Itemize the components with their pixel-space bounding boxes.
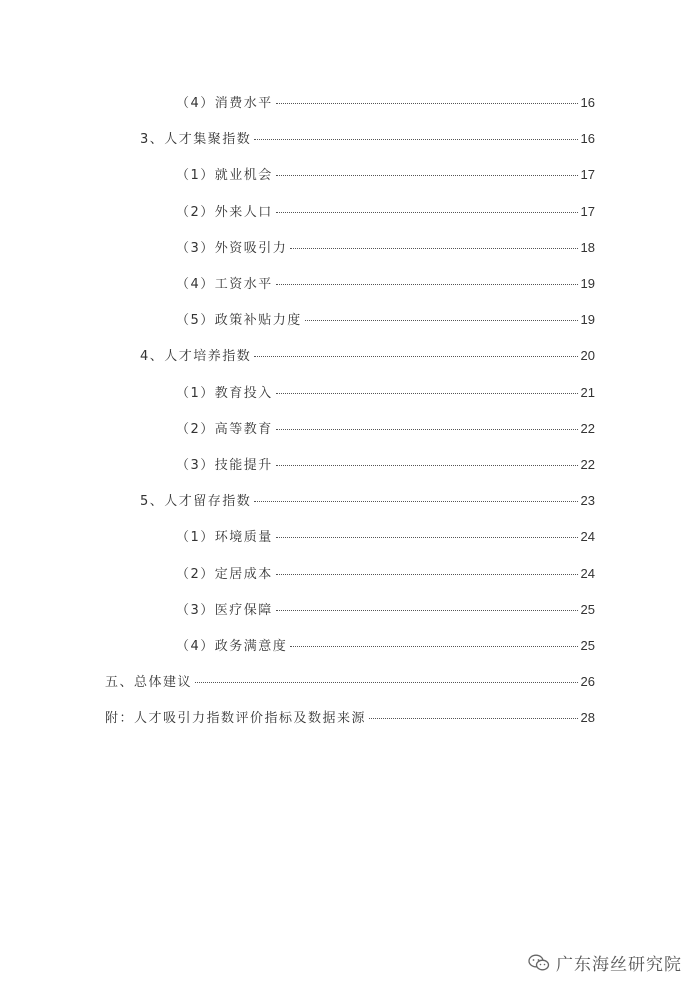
toc-entry-label: （1）环境质量 bbox=[176, 530, 273, 546]
toc-entry-label: （5）政策补贴力度 bbox=[176, 313, 302, 329]
toc-entry[interactable] bbox=[105, 673, 595, 692]
toc-entry-label: （3）外资吸引力 bbox=[176, 240, 288, 256]
toc-page-number: 17 bbox=[580, 203, 595, 219]
toc-leader-dots bbox=[276, 393, 578, 394]
toc-entry[interactable] bbox=[176, 311, 595, 330]
toc-entry-label: 3、人才集聚指数 bbox=[140, 132, 252, 148]
toc-page-number: 16 bbox=[580, 95, 595, 110]
toc-entry[interactable] bbox=[176, 420, 595, 439]
watermark-text: 广东海丝研究院 bbox=[556, 955, 682, 975]
toc-page-number: 19 bbox=[580, 276, 595, 291]
toc-entry[interactable] bbox=[176, 384, 595, 403]
toc-entry-label: 4、人才培养指数 bbox=[140, 349, 252, 365]
toc-leader-dots bbox=[369, 718, 578, 719]
toc-entry[interactable] bbox=[176, 203, 595, 222]
toc-leader-dots bbox=[195, 682, 578, 683]
toc-entry-label: （3）技能提升 bbox=[176, 458, 273, 473]
toc-leader-dots bbox=[276, 284, 578, 285]
toc-entry[interactable] bbox=[176, 528, 595, 547]
toc-leader-dots bbox=[276, 175, 578, 176]
toc-page-number: 21 bbox=[580, 384, 595, 400]
toc-page-number: 20 bbox=[580, 348, 595, 364]
toc-entry-label: （2）高等教育 bbox=[176, 421, 273, 437]
toc-entry[interactable] bbox=[176, 275, 595, 294]
toc-entry-label: （1）就业机会 bbox=[176, 168, 273, 184]
wechat-icon bbox=[528, 954, 550, 972]
toc-page-number: 22 bbox=[580, 457, 595, 472]
toc-leader-dots bbox=[254, 356, 577, 357]
toc-entry[interactable] bbox=[176, 637, 595, 656]
toc-page-number: 24 bbox=[580, 529, 595, 545]
toc-entry-label: （1）教育投入 bbox=[176, 385, 273, 401]
toc-entry[interactable] bbox=[105, 709, 595, 728]
toc-leader-dots bbox=[276, 574, 578, 575]
toc-page-number: 22 bbox=[580, 420, 595, 436]
toc-leader-dots bbox=[254, 501, 577, 502]
toc-entry-label: （2）定居成本 bbox=[176, 566, 273, 582]
toc-page-number: 26 bbox=[580, 674, 595, 690]
toc-entry[interactable] bbox=[140, 492, 595, 511]
toc-entry-label: 附：人才吸引力指数评价指标及数据来源 bbox=[105, 711, 367, 727]
toc-page-number: 28 bbox=[580, 710, 595, 726]
toc-page-number: 17 bbox=[580, 167, 595, 183]
toc-entry-label: （4）工资水平 bbox=[176, 277, 273, 292]
toc-page-number: 18 bbox=[580, 239, 595, 255]
toc-leader-dots bbox=[276, 537, 578, 538]
toc-page-number: 16 bbox=[580, 131, 595, 147]
toc-entry-label: （4）消费水平 bbox=[176, 96, 273, 111]
toc-entry-label: （2）外来人口 bbox=[176, 204, 273, 220]
toc-entry[interactable] bbox=[176, 239, 595, 258]
toc-page-number: 24 bbox=[580, 565, 595, 581]
toc-entry[interactable] bbox=[140, 347, 595, 366]
toc-entry[interactable] bbox=[176, 166, 595, 185]
toc-leader-dots bbox=[276, 465, 578, 466]
toc-page-number: 25 bbox=[580, 638, 595, 653]
toc-entry[interactable] bbox=[140, 130, 595, 149]
toc-entry[interactable] bbox=[176, 565, 595, 584]
toc-entry-label: 5、人才留存指数 bbox=[140, 494, 252, 510]
toc-entry-label: 五、总体建议 bbox=[105, 675, 193, 691]
toc-leader-dots bbox=[290, 248, 577, 249]
toc-page-number: 23 bbox=[580, 493, 595, 509]
toc-entry-label: （4）政务满意度 bbox=[176, 639, 288, 654]
toc-entry[interactable] bbox=[176, 456, 595, 475]
toc-leader-dots bbox=[276, 429, 578, 430]
toc-leader-dots bbox=[276, 212, 578, 213]
toc-leader-dots bbox=[254, 139, 577, 140]
toc-entry[interactable] bbox=[176, 94, 595, 113]
toc-leader-dots bbox=[305, 320, 578, 321]
toc-entry[interactable] bbox=[176, 601, 595, 620]
watermark bbox=[528, 950, 682, 975]
toc-leader-dots bbox=[276, 103, 578, 104]
toc-entry-label: （3）医疗保障 bbox=[176, 602, 273, 618]
toc-leader-dots bbox=[276, 610, 578, 611]
toc-page-number: 25 bbox=[580, 601, 595, 617]
toc-leader-dots bbox=[290, 646, 577, 647]
toc-page-number: 19 bbox=[580, 312, 595, 328]
